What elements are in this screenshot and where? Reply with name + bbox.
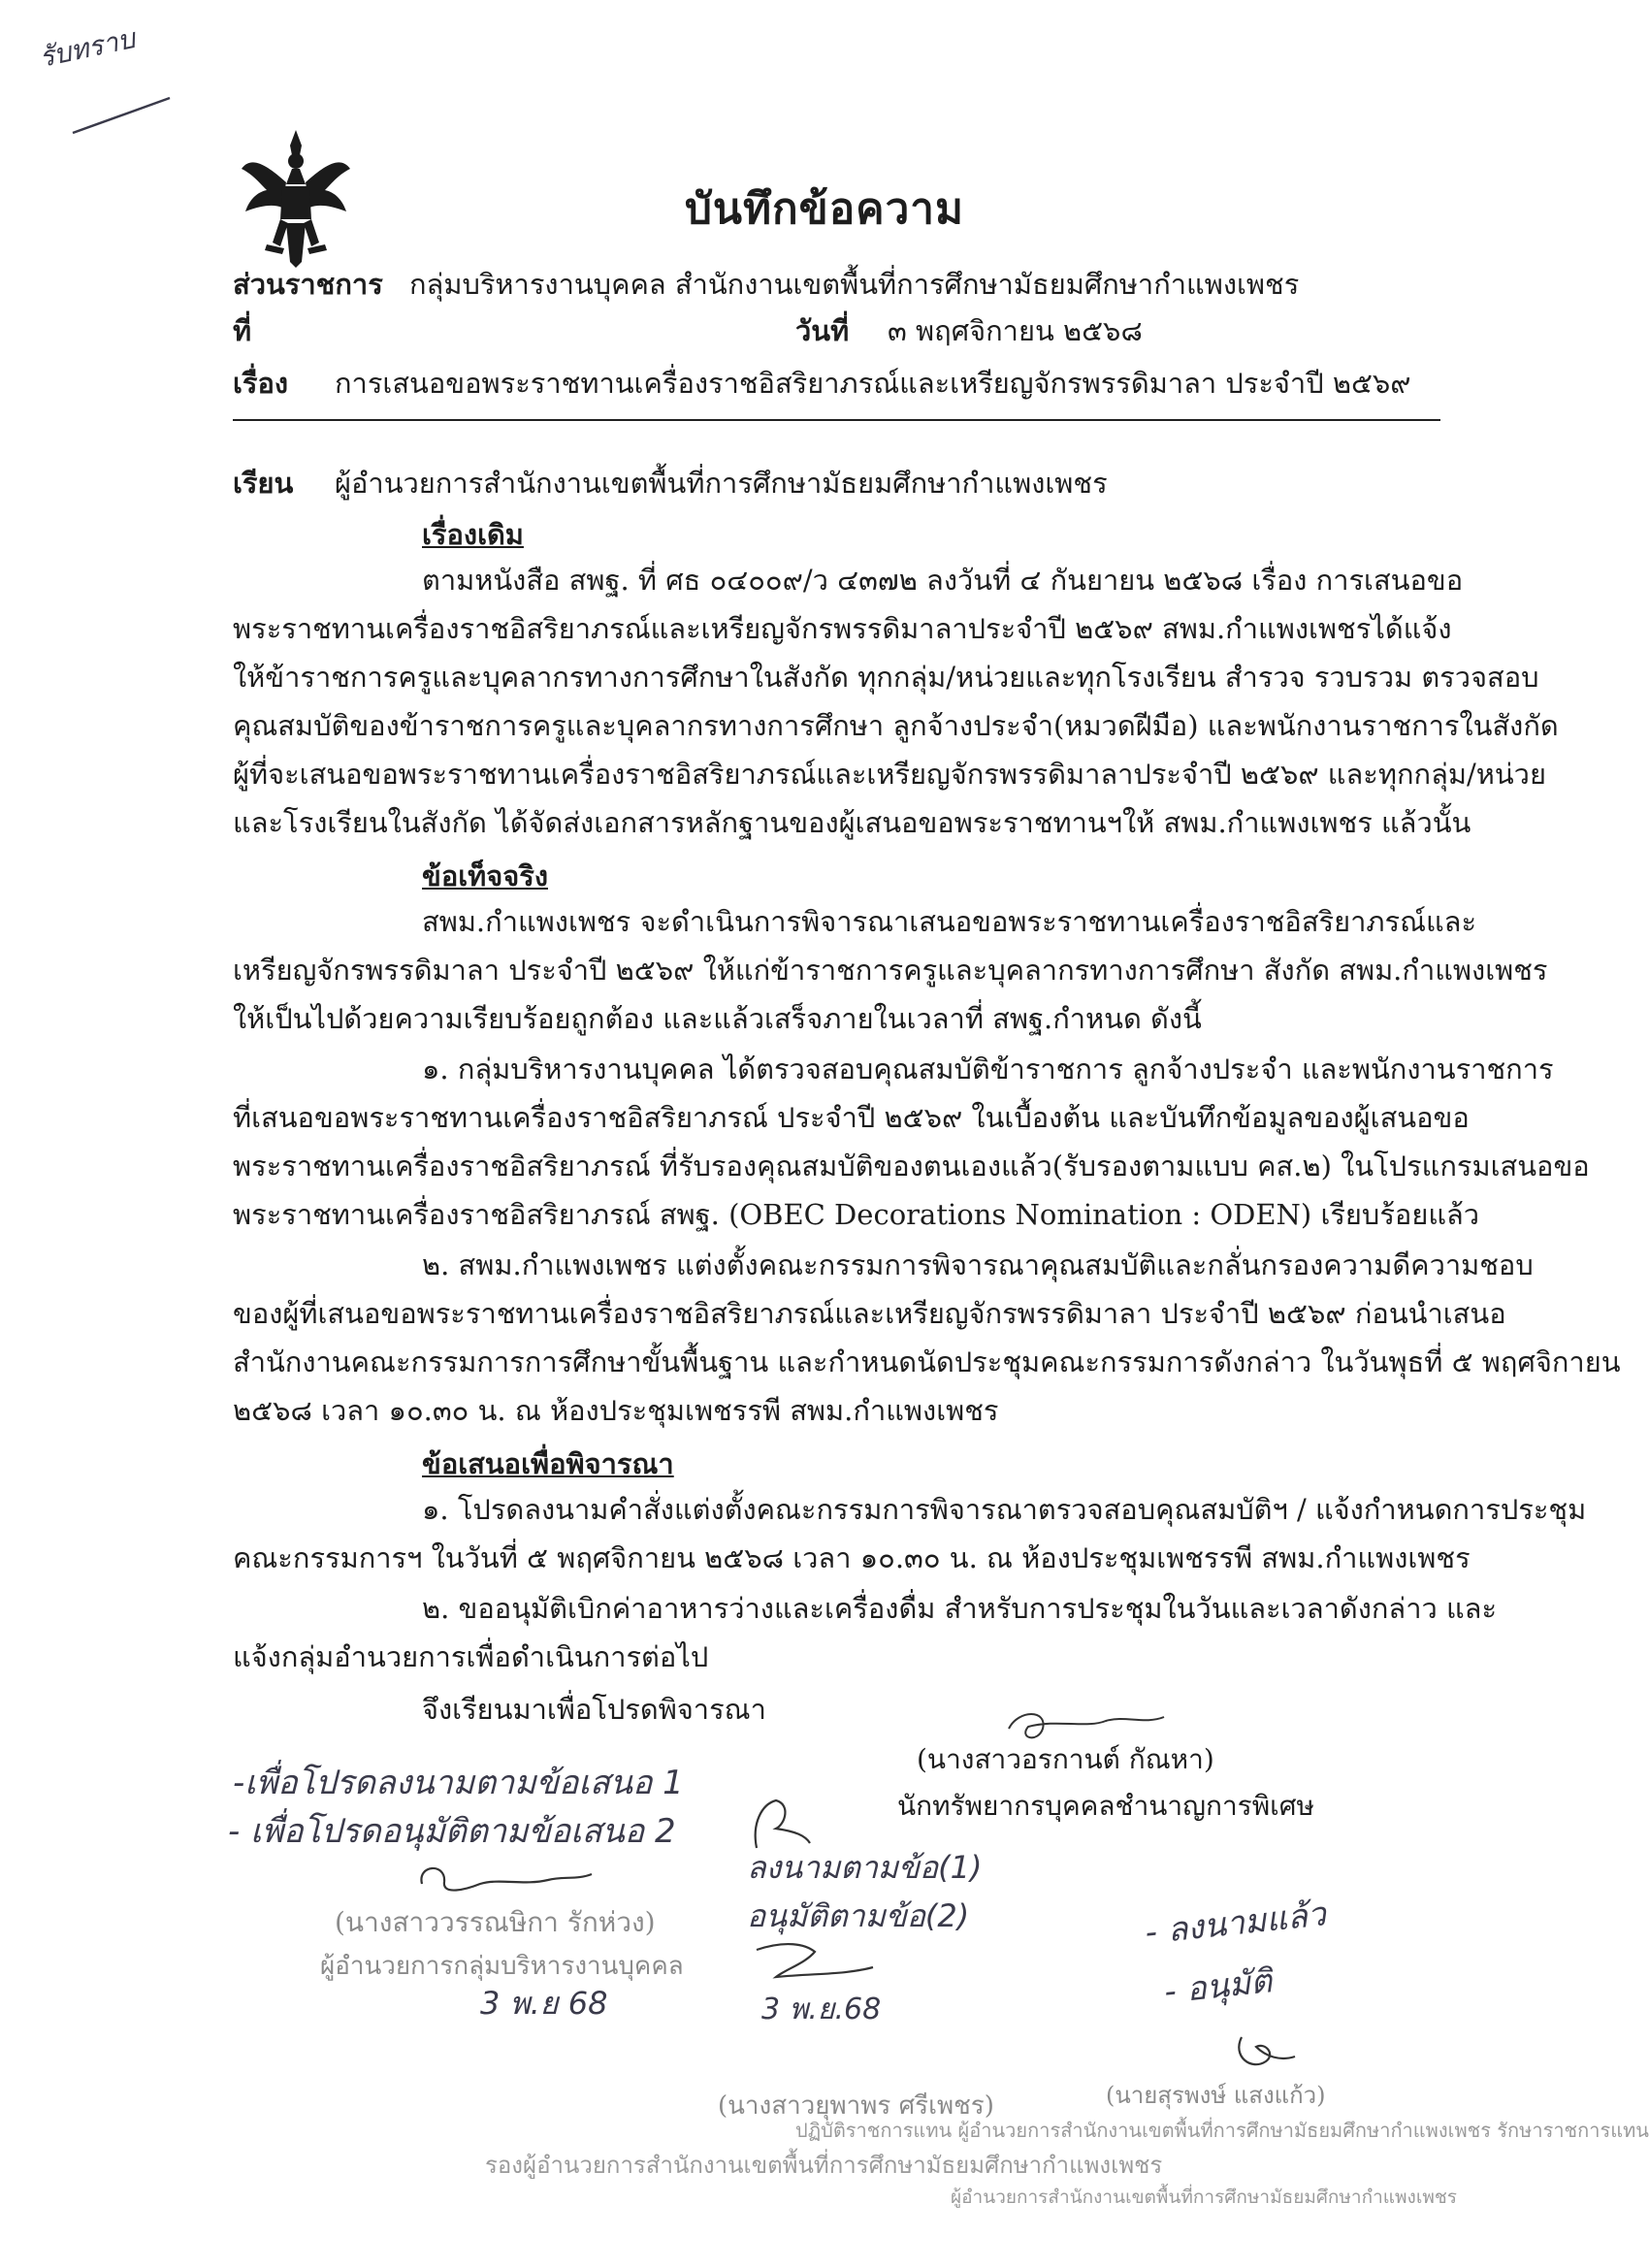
facts-line: ของผู้ที่เสนอขอพระราชทานเครื่องราชอิสริยาภรณ์และเหรียญจักรพรรดิมาลา ประจำปี ๒๕๖๙ ก่อนนำเสนอ [233,1297,1506,1330]
background-line: และโรงเรียนในสังกัด ได้จัดส่งเอกสารหลักฐานของผู้เสนอขอพระราชทานฯให้ สพม.กำแพงเพชร แล้วนั้น [233,806,1471,839]
proposal-heading: ข้อเสนอเพื่อพิจารณา [422,1447,674,1480]
proposal-line: ๑. โปรดลงนามคำสั่งแต่งตั้งคณะกรรมการพิจารณาตรวจสอบคุณสมบัติฯ / แจ้งกำหนดการประชุม [422,1493,1587,1526]
agency-value: กลุ่มบริหารงานบุคคล สำนักงานเขตพื้นที่การศึกษามัธยมศึกษากำแพงเพชร [409,268,1300,301]
background-line: ให้ข้าราชการครูและบุคลากรทางการศึกษาในสังกัด ทุกกลุ่ม/หน่วยและทุกโรงเรียน สำรวจ รวบรวม ตรวจสอบ [233,661,1539,694]
deputy-position: รองผู้อำนวยการสำนักงานเขตพื้นที่การศึกษามัธยมศึกษากำแพงเพชร [485,2152,1163,2179]
deputy-note: อนุมัติตามข้อ(2) [747,1897,970,1934]
facts-line: ให้เป็นไปด้วยความเรียบร้อยถูกต้อง และแล้วเสร็จภายในเวลาที่ สพฐ.กำหนด ดังนี้ [233,1002,1202,1035]
to-label: เรียน [233,467,294,500]
deputy-date: 3 พ.ย.68 [761,1993,882,2026]
facts-line: สพม.กำแพงเพชร จะดำเนินการพิจารณาเสนอขอพระราชทานเครื่องราชอิสริยาภรณ์และ [422,905,1477,938]
closing-line: จึงเรียนมาเพื่อโปรดพิจารณา [422,1693,766,1726]
director-position: ผู้อำนวยการสำนักงานเขตพื้นที่การศึกษามัธยมศึกษากำแพงเพชร [951,2187,1457,2208]
director-name: (นายสุรพงษ์ แสงแก้ว) [1106,2082,1326,2109]
proposal-line: แจ้งกลุ่มอำนวยการเพื่อดำเนินการต่อไป [233,1640,709,1673]
background-line: คุณสมบัติของข้าราชการครูและบุคลากรทางการศึกษา ลูกจ้างประจำ(หมวดฝีมือ) และพนักงานราชการในสังกัด [233,709,1559,742]
ref-label: ที่ [233,314,252,347]
director-note: - ลงนามแล้ว [1143,1895,1328,1953]
background-line: ตามหนังสือ สพฐ. ที่ ศธ ๐๔๐๐๙/ว ๔๓๗๒ ลงวันที่ ๔ กันยายน ๒๕๖๘ เรื่อง การเสนอขอ [422,564,1464,597]
to-value: ผู้อำนวยการสำนักงานเขตพื้นที่การศึกษามัธยมศึกษากำแพงเพชร [335,467,1108,500]
subject-label: เรื่อง [233,367,289,400]
facts-line: ๑. กลุ่มบริหารงานบุคคล ได้ตรวจสอบคุณสมบัติข้าราชการ ลูกจ้างประจำ และพนักงานราชการ [422,1053,1554,1085]
proposal-line: คณะกรรมการฯ ในวันที่ ๕ พฤศจิกายน ๒๕๖๘ เวลา ๑๐.๓๐ น. ณ ห้องประชุมเพชรรพี สพม.กำแพงเพชร [233,1541,1471,1574]
group-head-name: (นางสาววรรณษิกา รักห่วง) [335,1906,656,1938]
group-head-signature [407,1855,601,1903]
deputy-name: (นางสาวยุพาพร ศรีเพชร) [718,2091,994,2121]
signer-name: (นางสาวอรกานต์ กัณหา) [917,1743,1214,1775]
top-handwritten-note: รับทราบ [36,21,139,75]
group-head-position: ผู้อำนวยการกลุ่มบริหารงานบุคคล [320,1952,684,1981]
proposal-line: ๒. ขออนุมัติเบิกค่าอาหารว่างและเครื่องดื่ม สำหรับการประชุมในวันและเวลาดังกล่าว และ [422,1592,1498,1625]
background-line: ผู้ที่จะเสนอขอพระราชทานเครื่องราชอิสริยาภรณ์และเหรียญจักรพรรดิมาลาประจำปี ๒๕๖๙ และทุกกลุ่ม/หน่วย [233,758,1546,791]
date-label: วันที่ [795,314,850,347]
facts-line: พระราชทานเครื่องราชอิสริยาภรณ์ สพฐ. (OBEC Decorations Nomination : ODEN) เรียบร้อยแล้ว [233,1198,1480,1231]
document-title: บันทึกข้อความ [684,184,964,234]
group-head-note: -เพื่อโปรดลงนามตามข้อเสนอ 1 [233,1764,684,1802]
facts-line: ๒๕๖๘ เวลา ๑๐.๓๐ น. ณ ห้องประชุมเพชรรพี สพม.กำแพงเพชร [233,1394,999,1427]
background-heading: เรื่องเดิม [422,518,524,551]
deputy-signature-stroke [747,1930,883,1989]
group-head-date: 3 พ.ย 68 [480,1985,608,2022]
subject-value: การเสนอขอพระราชทานเครื่องราชอิสริยาภรณ์และเหรียญจักรพรรดิมาลา ประจำปี ๒๕๖๙ [335,367,1411,400]
deputy-note: ลงนามตามข้อ(1) [747,1849,983,1886]
director-note: - อนุมัติ [1162,1961,1275,2012]
signer-position: นักทรัพยากรบุคคลชำนาญการพิเศษ [897,1790,1314,1822]
agency-label: ส่วนราชการ [233,268,383,301]
facts-line: สำนักงานคณะกรรมการการศึกษาขั้นพื้นฐาน และกำหนดนัดประชุมคณะกรรมการดังกล่าว ในวันพุธที่ ๕ พฤศจิกายน [233,1345,1621,1378]
date-value: ๓ พฤศจิกายน ๒๕๖๘ [888,314,1143,347]
director-acting-stamp: ปฏิบัติราชการแทน ผู้อำนวยการสำนักงานเขตพื้นที่การศึกษามัธยมศึกษากำแพงเพชร รักษาราชการแทน [795,2119,1649,2142]
facts-line: พระราชทานเครื่องราชอิสริยาภรณ์ ที่รับรองคุณสมบัติของตนเองแล้ว(รับรองตามแบบ คส.๒) ในโปรแกรมเสนอขอ [233,1150,1590,1183]
handwritten-stroke [68,92,175,141]
facts-line: ที่เสนอขอพระราชทานเครื่องราชอิสริยาภรณ์ ประจำปี ๒๕๖๙ ในเบื้องต้น และบันทึกข้อมูลของผู้เสนอขอ [233,1101,1470,1134]
facts-line: ๒. สพม.กำแพงเพชร แต่งตั้งคณะกรรมการพิจารณาคุณสมบัติและกลั่นกรองความดีความชอบ [422,1248,1534,1281]
director-signature [1222,2027,1300,2076]
header-divider [233,419,1440,421]
group-head-note: - เพื่อโปรดอนุมัติตามข้อเสนอ 2 [228,1812,676,1851]
facts-line: เหรียญจักรพรรดิมาลา ประจำปี ๒๕๖๙ ให้แก่ข้าราชการครูและบุคลากรทางการศึกษา สังกัด สพม.กำแพงเพชร [233,954,1548,987]
facts-heading: ข้อเท็จจริง [422,859,548,892]
background-line: พระราชทานเครื่องราชอิสริยาภรณ์และเหรียญจักรพรรดิมาลาประจำปี ๒๕๖๙ สพม.กำแพงเพชรได้แจ้ง [233,612,1452,645]
